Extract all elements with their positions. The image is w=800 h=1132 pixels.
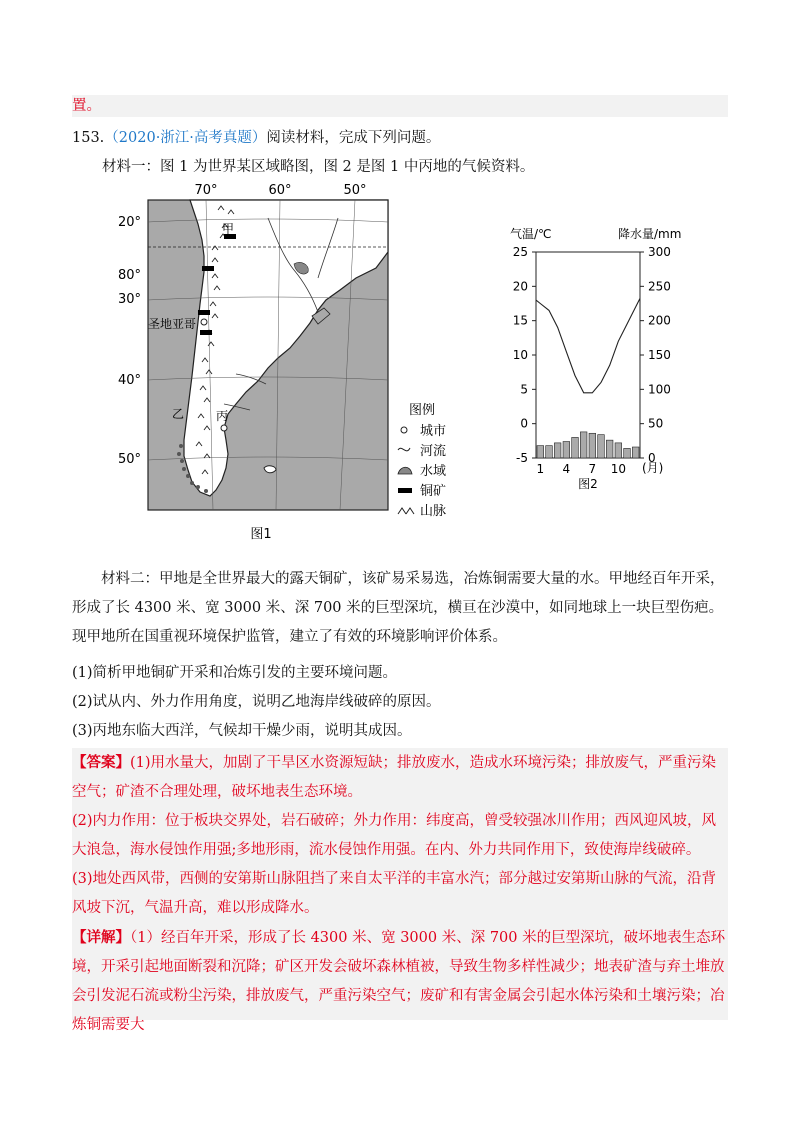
precipitation-bar xyxy=(606,440,613,458)
question-1: (1)简析甲地铜矿开采和冶炼引发的主要环境问题。 xyxy=(72,665,398,681)
plot-frame xyxy=(536,252,640,458)
left-tick-label: -5 xyxy=(516,451,528,465)
precipitation-bar xyxy=(580,432,587,458)
answer-block xyxy=(72,748,728,1033)
city-santiago-label: 圣地亚哥 xyxy=(148,317,197,331)
right-tick-label: 200 xyxy=(648,313,671,328)
legend-water-icon xyxy=(398,467,412,474)
x-axis-ticks xyxy=(537,462,626,476)
legend-copper-icon xyxy=(398,488,412,493)
detail-text: （1）经百年开采，形成了长 4300 米、宽 3000 米、深 700 米的巨型深坑，破坏地表生态环境，开采引起地面断裂和沉降；矿区开发会破坏森林植被，导致生物多样性减少；地表矿渣与弃土堆放会引发泥石流或粉尘污染，排放废气，严重污染空气；废矿和有害金属会引起水体污染和土壤污染；冶炼铜需要大 xyxy=(72,930,726,1033)
left-tick-label: 5 xyxy=(520,382,528,397)
x-tick-label: 4 xyxy=(562,462,571,476)
lat-label-40: 40° xyxy=(118,373,142,388)
answer-1 xyxy=(72,748,728,807)
lon-label-70: 70° xyxy=(194,183,218,198)
left-tick-label: 15 xyxy=(512,313,528,328)
precipitation-bar xyxy=(563,442,570,458)
question-header xyxy=(72,128,440,148)
x-tick-label: 7 xyxy=(588,462,597,476)
place-bing: 丙 xyxy=(216,409,229,423)
copper-mine xyxy=(200,330,212,335)
left-axis-label: 气温/℃ xyxy=(510,227,552,241)
lon-label-50: 50° xyxy=(343,183,367,198)
temperature-line xyxy=(536,298,640,392)
place-jia: 甲 xyxy=(222,222,235,236)
lat-label-80: 80° xyxy=(118,268,142,283)
copper-mine xyxy=(202,266,214,271)
place-bing-marker xyxy=(221,425,227,431)
left-tick-label: 10 xyxy=(512,348,528,362)
answer-3: (3)地处西风带，西侧的安第斯山脉阻挡了来自太平洋的丰富水汽；部分越过安第斯山脉的气流，沿背风坡下沉，气温升高，难以形成降水。 xyxy=(72,871,717,916)
question-number: 153. xyxy=(72,130,105,146)
map-legend xyxy=(398,403,446,519)
detail xyxy=(72,923,728,1040)
detail-tag: 【详解】 xyxy=(72,929,130,946)
legend-title: 图例 xyxy=(409,403,436,418)
answer-tag: 【答案】 xyxy=(72,754,130,771)
precipitation-bar xyxy=(546,446,553,458)
legend-river-icon xyxy=(398,448,410,451)
figure-2-caption: 图2 xyxy=(578,477,598,491)
precipitation-bar xyxy=(537,446,544,458)
precipitation-bar xyxy=(624,448,631,458)
legend-water: 水域 xyxy=(420,464,447,479)
right-tick-label: 250 xyxy=(648,279,671,294)
left-axis-ticks xyxy=(513,245,536,465)
previous-answer-fragment xyxy=(72,95,728,117)
legend-copper: 铜矿 xyxy=(420,484,447,499)
answer-2: (2)内力作用：位于板块交界处，岩石破碎；外力作用：纬度高，曾受较强冰川作用；西风迎风坡，风大浪急，海水侵蚀作用强;多地形雨，流水侵蚀作用强。在内、外力共同作用下，致使海岸线破碎。 xyxy=(72,813,717,858)
fragment-text: 置。 xyxy=(72,98,101,114)
right-axis-label: 降水量/mm xyxy=(618,227,682,241)
x-tick-label: 10 xyxy=(610,462,626,476)
island xyxy=(264,466,276,473)
answer-1-text: (1)用水量大，加剧了干旱区水资源短缺；排放废水，造成水环境污染；排放废气，严重污染空气；矿渣不合理处理，破坏地表生态环境。 xyxy=(72,755,717,800)
figure-1-map xyxy=(118,178,458,548)
precipitation-bar xyxy=(615,443,622,458)
lat-label-20: 20° xyxy=(118,215,142,230)
right-tick-label: 0 xyxy=(648,451,656,465)
left-tick-label: 0 xyxy=(520,416,528,431)
figure-1-caption: 图1 xyxy=(250,527,272,542)
left-tick-label: 20 xyxy=(512,279,528,294)
right-tick-label: 150 xyxy=(648,348,671,362)
place-yi: 乙 xyxy=(172,407,185,421)
copper-mine xyxy=(198,310,210,315)
question-source: （2020·浙江·高考真题） xyxy=(104,130,267,146)
question-3: (3)丙地东临大西洋，气候却干燥少雨，说明其成因。 xyxy=(72,723,412,739)
question-prompt: 阅读材料，完成下列问题。 xyxy=(266,130,441,146)
x-tick-label: 1 xyxy=(536,462,545,476)
legend-mountain-icon xyxy=(398,508,414,514)
legend-city: 城市 xyxy=(420,424,447,439)
precipitation-bar xyxy=(632,447,639,458)
precipitation-bar xyxy=(572,437,579,458)
lon-label-60: 60° xyxy=(268,183,292,198)
right-tick-label: 50 xyxy=(648,416,664,431)
left-tick-label: 25 xyxy=(512,245,528,259)
lat-label-30: 30° xyxy=(118,292,142,307)
precipitation-bar xyxy=(554,443,561,458)
legend-river: 河流 xyxy=(420,444,447,459)
right-axis-ticks xyxy=(640,245,671,465)
right-tick-label: 100 xyxy=(648,382,671,397)
figure-2-climate-chart xyxy=(500,222,700,497)
material-one: 材料一：图 1 为世界某区域略图，图 2 是图 1 中丙地的气候资料。 xyxy=(102,159,535,175)
question-2: (2)试从内、外力作用角度，说明乙地海岸线破碎的原因。 xyxy=(72,694,441,710)
lat-label-50: 50° xyxy=(118,452,142,467)
x-axis-unit: (月) xyxy=(642,461,664,475)
material-two: 材料二：甲地是全世界最大的露天铜矿，该矿易采易选，冶炼铜需要大量的水。甲地经百年开采，形成了长 4300 米、宽 3000 米、深 700 米的巨型深坑，横亘在沙漠中，如同地球上一块巨型伤疤。现甲地所在国重视环境保护监管，建立了有效的环境影响评价体系。 xyxy=(72,571,725,645)
right-tick-label: 300 xyxy=(648,245,671,259)
city-santiago-marker xyxy=(201,319,207,325)
precipitation-bars xyxy=(537,432,639,458)
legend-city-icon xyxy=(401,427,407,433)
precipitation-bar xyxy=(598,435,605,458)
legend-mountain: 山脉 xyxy=(420,504,447,519)
precipitation-bar xyxy=(589,433,596,458)
